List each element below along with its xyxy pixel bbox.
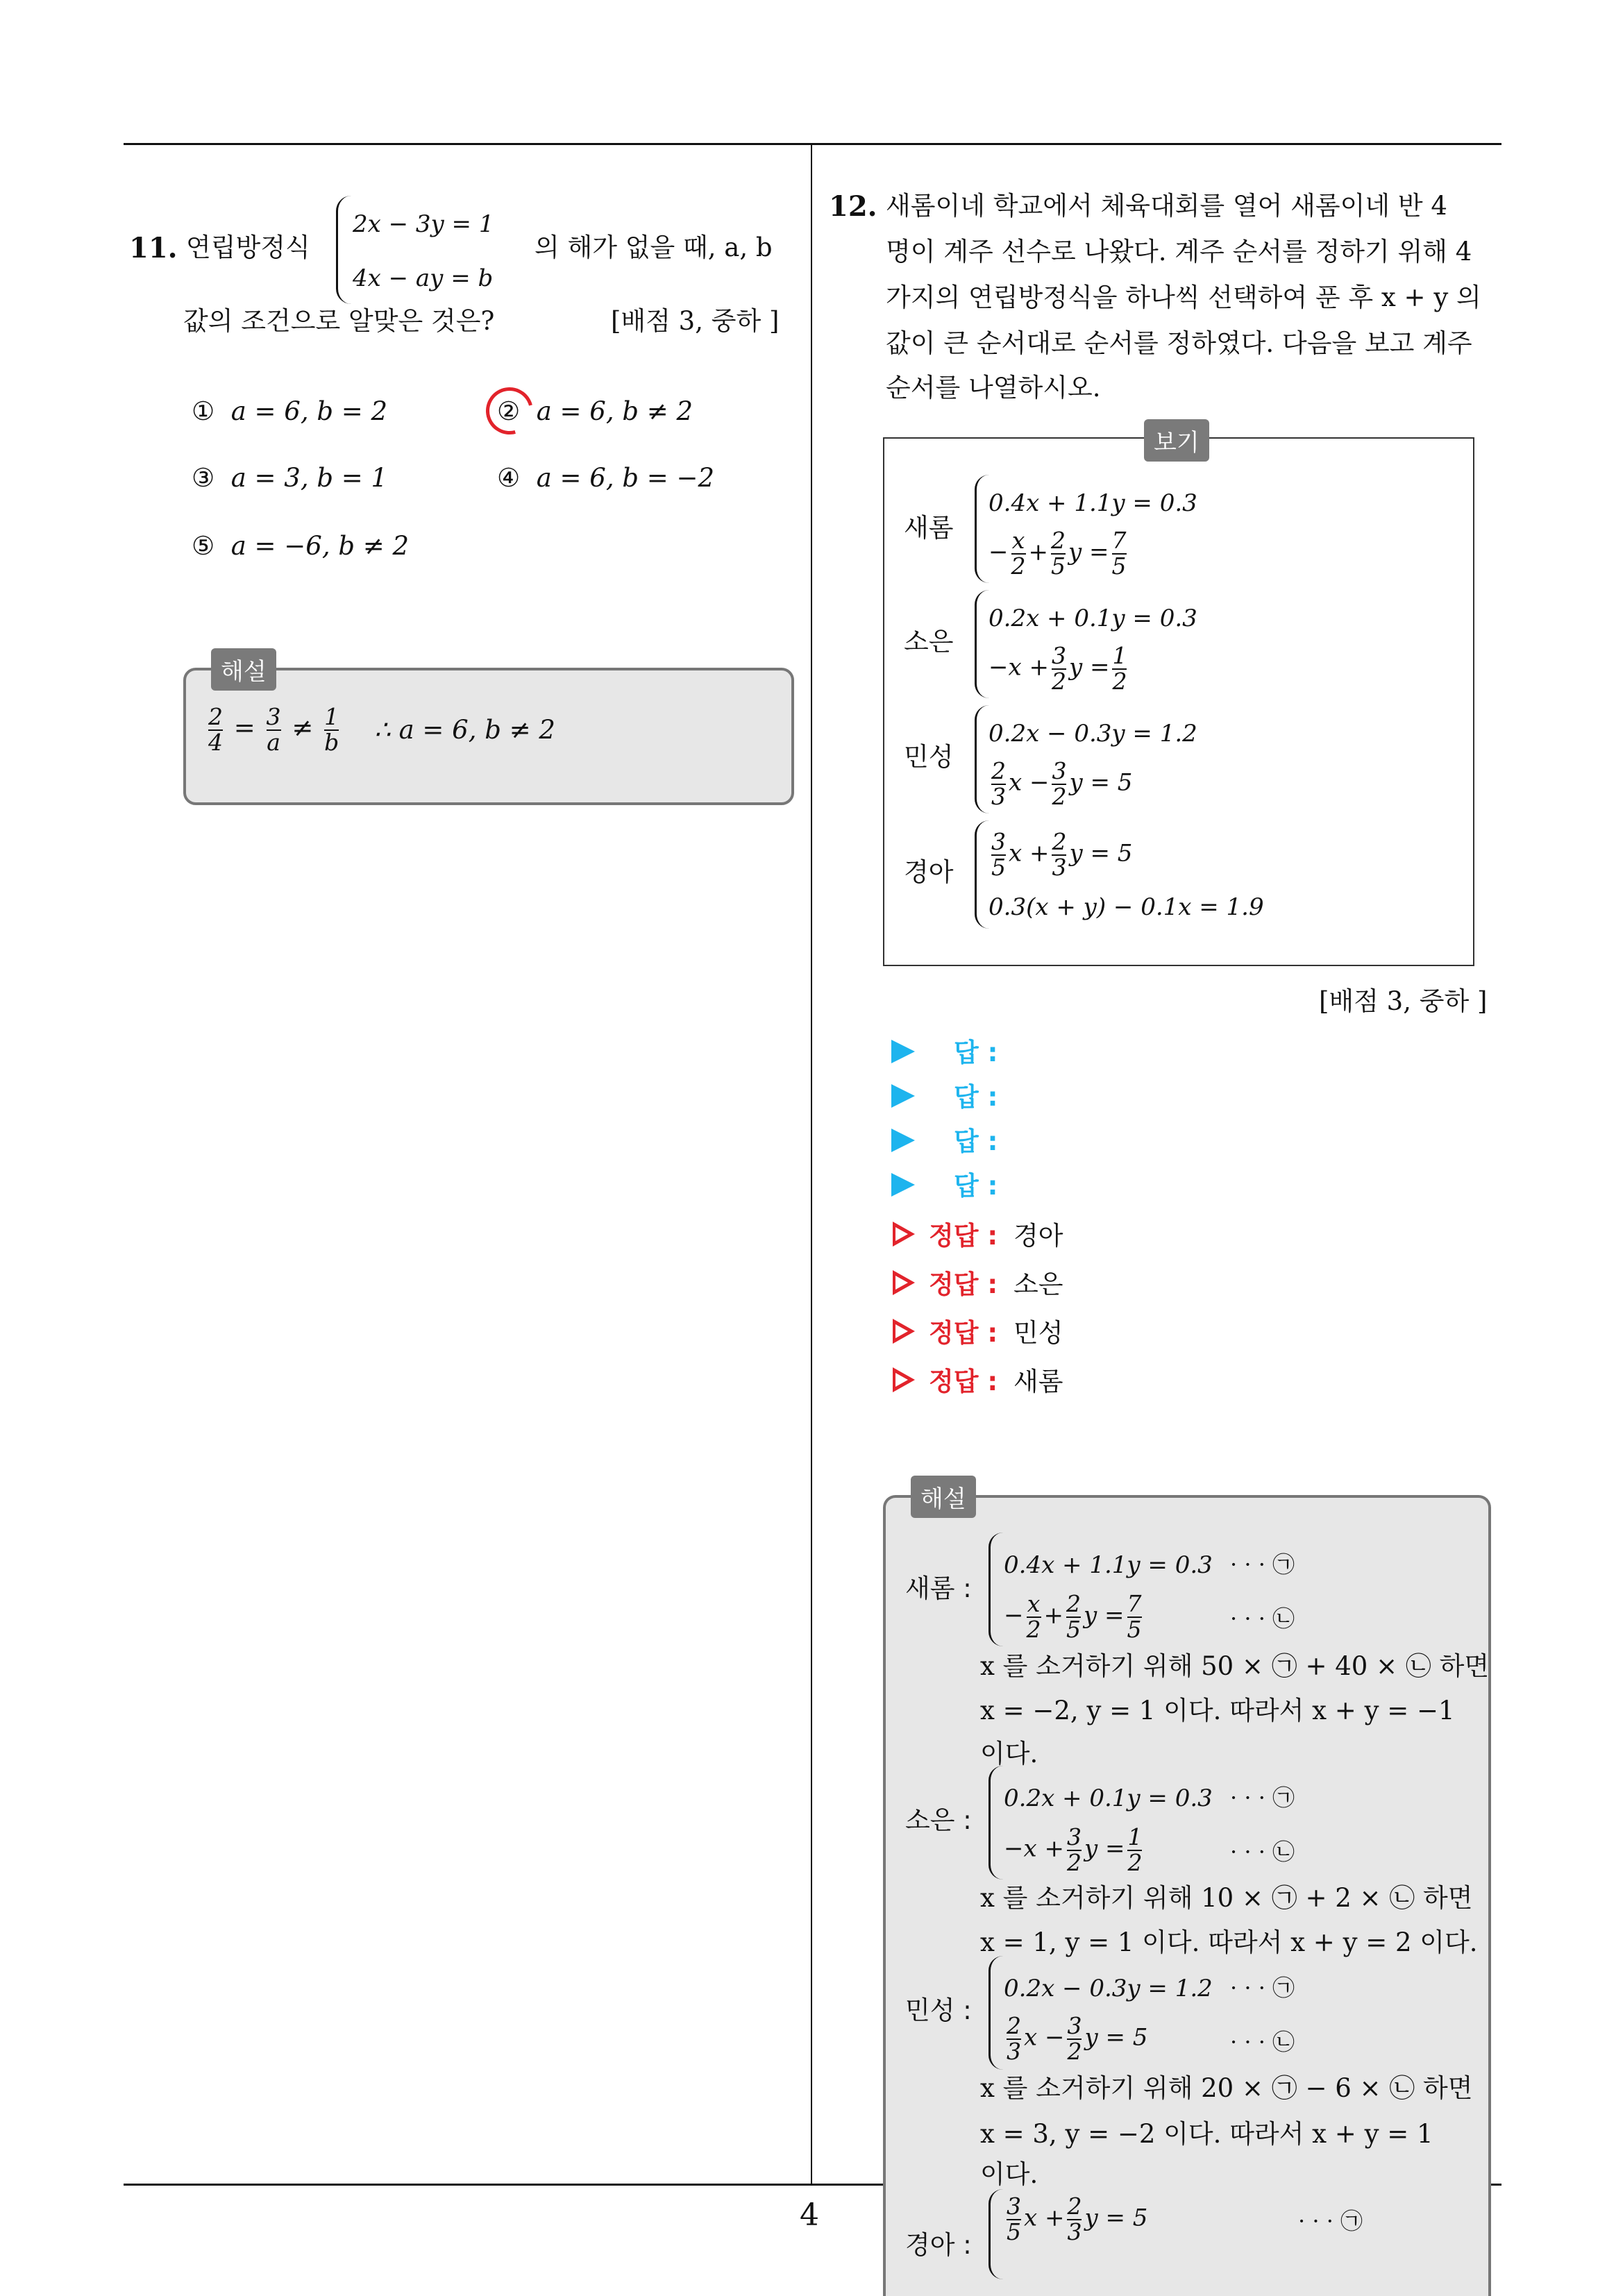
q12-line-5: 순서를 나열하시오. (886, 373, 1101, 403)
system-name-gyeonga: 경아 (904, 857, 954, 887)
q11-eq2: 4x − ay = b (353, 264, 494, 292)
option-num: ④ (497, 463, 521, 493)
sol-name-soeun: 소은 : (905, 1805, 972, 1835)
answer-label-2: 답 : (954, 1082, 998, 1112)
q11-option-3[interactable] (192, 465, 387, 491)
system-gyeonga-eq2: 0.3(x + y) − 0.1x = 1.9 (988, 893, 1264, 921)
q11-brace (336, 196, 352, 304)
system-brace (975, 705, 989, 813)
correct-answer-3: 민성 (1013, 1318, 1063, 1348)
correct-answer-2: 소은 (1013, 1269, 1063, 1299)
q11-solution-label: 해설 (211, 648, 276, 691)
correct-arrow-icon (893, 1222, 915, 1247)
q11-number: 11. (129, 232, 178, 264)
answer-label-3: 답 : (954, 1126, 998, 1156)
sol-saerom-text2: x = −2, y = 1 이다. 따라서 x + y = −1 (980, 1696, 1455, 1725)
sol-saerom-text3: 이다. (980, 1739, 1038, 1769)
system-minseong-eq1: 0.2x − 0.3y = 1.2 (988, 720, 1197, 748)
solution-brace (988, 1533, 1003, 1646)
sol-name-saerom: 새롬 : (905, 1573, 972, 1603)
sol-minseong-eq2: $\frac{2}{3}$ x − $\frac{3}{2}$ y = 5 (1007, 2012, 1148, 2065)
q11-option-5[interactable] (192, 533, 409, 559)
sol-gyeonga-eq1: $\frac{3}{5}$ x + $\frac{2}{3}$ y = 5 (1007, 2193, 1148, 2245)
solution-brace (988, 1956, 1003, 2070)
sol-minseong-eq1: 0.2x − 0.3y = 1.2 (1004, 1975, 1213, 2002)
correct-label-3: 정답 : (929, 1318, 998, 1348)
sol-minseong-text2: x = 3, y = −2 이다. 따라서 x + y = 1 (980, 2119, 1433, 2149)
sol-minseong-text1: x 를 소거하기 위해 20 × ㉠ − 6 × ㉡ 하면 (980, 2073, 1473, 2103)
option-num: ③ (192, 463, 215, 493)
system-saerom-eq1: 0.4x + 1.1y = 0.3 (988, 489, 1197, 517)
sol-soeun-mark2: · · · ㉡ (1230, 1839, 1295, 1865)
correct-arrow-icon (893, 1270, 915, 1295)
answer-arrow-icon (891, 1173, 915, 1197)
correct-label-1: 정답 : (929, 1221, 998, 1251)
answer-arrow-icon (891, 1040, 915, 1063)
system-soeun-eq1: 0.2x + 0.1y = 0.3 (988, 605, 1197, 632)
sol-soeun-text2: x = 1, y = 1 이다. 따라서 x + y = 2 이다. (980, 1927, 1478, 1957)
sol-saerom-mark1: · · · ㉠ (1230, 1551, 1295, 1578)
q11-solution-math: $\frac{2}{4}$ = $\frac{3}{a}$ ≠ $\frac{1}{b}$ ∴ a = 6, b ≠ 2 (208, 703, 555, 756)
sol-soeun-eq1: 0.2x + 0.1y = 0.3 (1004, 1784, 1213, 1812)
option-text: a = 6, b = −2 (536, 463, 715, 493)
system-name-saerom: 새롬 (904, 513, 954, 543)
page-number: 4 (800, 2197, 819, 2233)
option-text: a = 6, b ≠ 2 (536, 396, 693, 426)
answer-arrow-icon (891, 1084, 915, 1108)
q11-option-4[interactable] (497, 465, 714, 491)
system-brace (975, 475, 989, 583)
q11-suffix: 의 해가 없을 때, a, b (535, 233, 773, 262)
system-soeun-eq2: −x + $\frac{3}{2}$ y = $\frac{1}{2}$ (988, 642, 1127, 695)
q12-solution-label: 해설 (911, 1476, 976, 1518)
sol-soeun-eq2: −x + $\frac{3}{2}$ y = $\frac{1}{2}$ (1004, 1823, 1143, 1876)
example-box-label: 보기 (1144, 419, 1209, 462)
system-saerom-eq2: − $\frac{x}{2}$ + $\frac{2}{5}$ y = $\frac{7}{5}$ (988, 527, 1127, 580)
correct-label-4: 정답 : (929, 1367, 998, 1396)
q12-score: [배점 3, 중하 ] (1319, 986, 1488, 1016)
column-divider (811, 144, 812, 2185)
system-brace (975, 820, 989, 929)
q11-option-2[interactable] (497, 398, 693, 424)
sol-saerom-eq1: 0.4x + 1.1y = 0.3 (1004, 1551, 1213, 1579)
option-num: ① (192, 396, 215, 426)
sol-name-minseong: 민성 : (905, 1995, 972, 2025)
system-gyeonga-eq1: $\frac{3}{5}$ x + $\frac{2}{3}$ y = 5 (991, 828, 1133, 881)
q11-eq1: 2x − 3y = 1 (353, 210, 494, 238)
correct-arrow-icon (893, 1319, 915, 1344)
system-name-soeun: 소은 (904, 627, 954, 657)
sol-name-gyeonga: 경아 : (905, 2230, 972, 2260)
answer-label-1: 답 : (954, 1038, 998, 1067)
system-minseong-eq2: $\frac{2}{3}$ x − $\frac{3}{2}$ y = 5 (991, 757, 1133, 810)
correct-answer-1: 경아 (1013, 1221, 1063, 1251)
q11-option-1[interactable] (192, 398, 387, 424)
system-brace (975, 590, 989, 698)
answer-label-4: 답 : (954, 1171, 998, 1201)
q12-number: 12. (829, 190, 877, 223)
option-num: ② (497, 396, 521, 426)
q11-score: [배점 3, 중하 ] (611, 306, 780, 336)
sol-saerom-text1: x 를 소거하기 위해 50 × ㉠ + 40 × ㉡ 하면 (980, 1651, 1490, 1681)
correct-label-2: 정답 : (929, 1269, 998, 1299)
sol-soeun-text1: x 를 소거하기 위해 10 × ㉠ + 2 × ㉡ 하면 (980, 1883, 1473, 1913)
sol-minseong-text3: 이다. (980, 2159, 1038, 2189)
solution-brace (988, 1766, 1003, 1880)
correct-arrow-icon (893, 1367, 915, 1392)
sol-gyeonga-mark1: · · · ㉠ (1298, 2208, 1363, 2234)
option-num: ⑤ (192, 531, 215, 561)
sol-saerom-eq2: − $\frac{x}{2}$ + $\frac{2}{5}$ y = $\frac{7}{5}$ (1004, 1590, 1142, 1643)
solution-brace (988, 2189, 1003, 2279)
sol-minseong-mark2: · · · ㉡ (1230, 2029, 1295, 2055)
option-text: a = −6, b ≠ 2 (230, 531, 410, 561)
q12-line-3: 가지의 연립방정식을 하나씩 선택하여 푼 후 x + y 의 (886, 282, 1481, 312)
q11-prefix: 연립방정식 (186, 233, 310, 262)
top-rule (124, 143, 1501, 145)
sol-saerom-mark2: · · · ㉡ (1230, 1605, 1295, 1632)
q12-line-2: 명이 계주 선수로 나왔다. 계주 순서를 정하기 위해 4 (886, 237, 1472, 267)
answer-arrow-icon (891, 1129, 915, 1152)
q12-line-1: 새롬이네 학교에서 체육대회를 열어 새롬이네 반 4 (886, 191, 1447, 221)
sol-minseong-mark1: · · · ㉠ (1230, 1975, 1295, 2001)
option-text: a = 6, b = 2 (230, 396, 388, 426)
q11-line2: 값의 조건으로 알맞은 것은? (183, 306, 495, 336)
option-text: a = 3, b = 1 (230, 463, 388, 493)
system-name-minseong: 민성 (904, 742, 954, 772)
q12-line-4: 값이 큰 순서대로 순서를 정하였다. 다음을 보고 계주 (886, 328, 1472, 358)
sol-soeun-mark1: · · · ㉠ (1230, 1784, 1295, 1811)
correct-answer-4: 새롬 (1013, 1367, 1063, 1396)
